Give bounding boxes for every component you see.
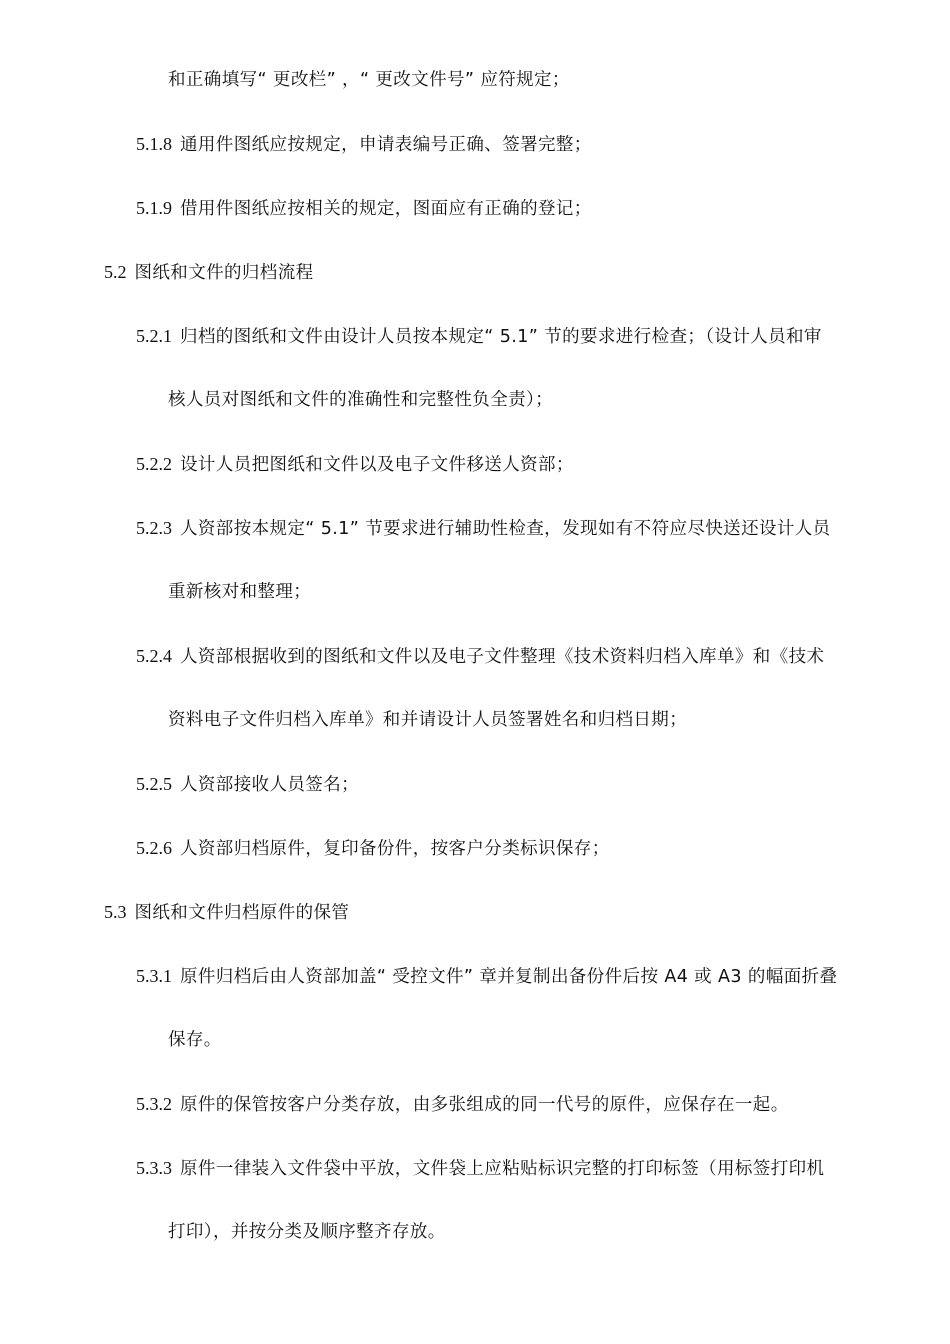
clause-number: 5.3.2: [136, 1094, 172, 1114]
clause-5-2-2: [136, 451, 574, 478]
line-text: 原件归档后由人资部加盖“ 受控文件” 章并复制出备份件后按 A4 或 A3 的幅面折叠: [180, 967, 838, 987]
section-title: 图纸和文件的归档流程: [134, 263, 314, 283]
clause-5-2-4: [136, 643, 824, 670]
line-text: 和正确填写“ 更改栏” ，“ 更改文件号” 应符规定；: [168, 70, 570, 90]
clause-5-3-1: [136, 963, 837, 990]
text-line: [168, 707, 687, 733]
clause-5-1-8: [136, 131, 592, 158]
clause-5-1-9: [136, 195, 592, 222]
line-text: 打印），并按分类及顺序整齐存放。: [168, 1222, 446, 1242]
clause-number: 5.2.3: [136, 518, 172, 538]
clause-5-3-2: [136, 1091, 789, 1118]
line-text: 人资部接收人员签名；: [180, 775, 359, 795]
clause-number: 5.1.8: [136, 134, 172, 154]
section-number: 5.3: [104, 902, 127, 922]
text-line: [168, 579, 311, 605]
clause-number: 5.2.1: [136, 326, 172, 346]
line-text: 原件的保管按客户分类存放，由多张组成的同一代号的原件，应保存在一起。: [180, 1095, 789, 1115]
line-text: 保存。: [168, 1030, 222, 1050]
line-text: 重新核对和整理；: [168, 582, 312, 602]
clause-number: 5.2.4: [136, 646, 172, 666]
line-text: 归档的图纸和文件由设计人员按本规定“ 5.1” 节的要求进行检查；（设计人员和审: [180, 327, 822, 347]
line-text: 原件一律装入文件袋中平放，文件袋上应粘贴标识完整的打印标签（用标签打印机: [180, 1159, 825, 1179]
section-title: 图纸和文件归档原件的保管: [134, 903, 350, 923]
clause-5-2-6: [136, 835, 610, 862]
clause-number: 5.3.1: [136, 966, 172, 986]
line-text: 设计人员把图纸和文件以及电子文件移送人资部；: [180, 455, 574, 475]
clause-5-2-5: [136, 771, 359, 798]
section-number: 5.2: [104, 262, 127, 282]
clause-number: 5.1.9: [136, 198, 172, 218]
clause-5-3-3: [136, 1155, 824, 1182]
text-line: [168, 67, 570, 93]
line-text: 人资部归档原件，复印备份件，按客户分类标识保存；: [180, 839, 610, 859]
clause-5-2-1: [136, 323, 822, 350]
line-text: 核人员对图纸和文件的准确性和完整性负全责）；: [168, 390, 554, 410]
line-text: 借用件图纸应按相关的规定，图面应有正确的登记；: [180, 199, 592, 219]
line-text: 资料电子文件归档入库单》和并请设计人员签署姓名和归档日期；: [168, 710, 688, 730]
text-line: [168, 1027, 222, 1053]
text-line: [168, 1219, 446, 1245]
line-text: 人资部根据收到的图纸和文件以及电子文件整理《技术资料归档入库单》和《技术: [180, 647, 825, 667]
line-text: 通用件图纸应按规定，申请表编号正确、签署完整；: [180, 135, 592, 155]
text-line: [168, 387, 553, 413]
line-text: 人资部按本规定“ 5.1” 节要求进行辅助性检查，发现如有不符应尽快送还设计人员: [180, 519, 831, 539]
section-heading-5-2: [104, 259, 314, 286]
section-heading-5-3: [104, 899, 349, 926]
clause-number: 5.3.3: [136, 1158, 172, 1178]
clause-number: 5.2.2: [136, 454, 172, 474]
clause-number: 5.2.5: [136, 774, 172, 794]
clause-number: 5.2.6: [136, 838, 172, 858]
clause-5-2-3: [136, 515, 831, 542]
